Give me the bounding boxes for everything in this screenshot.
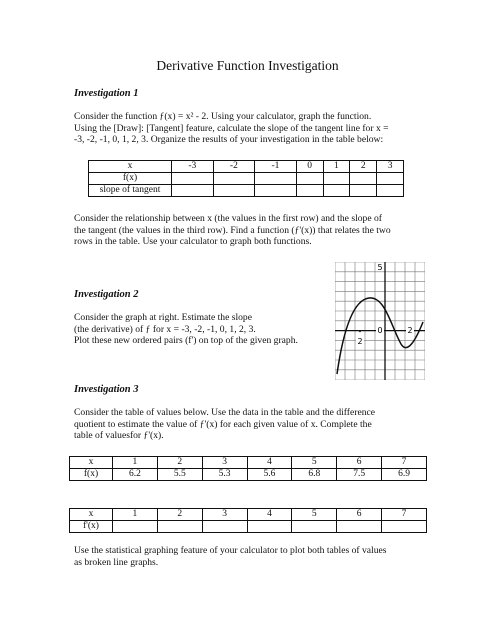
- blank-cell[interactable]: [377, 185, 404, 197]
- blank-cell[interactable]: [296, 173, 323, 185]
- blank-cell[interactable]: [350, 173, 377, 185]
- blank-cell[interactable]: [202, 521, 247, 533]
- table-row: [70, 469, 427, 481]
- blank-cell[interactable]: [213, 173, 255, 185]
- table-cell: -1: [255, 161, 297, 173]
- table-cell: -2: [213, 161, 255, 173]
- table-cell: 0: [296, 161, 323, 173]
- table-row: [89, 173, 404, 185]
- row-label-x: x: [70, 457, 113, 469]
- blank-cell[interactable]: [213, 185, 255, 197]
- table-cell: 7.5: [337, 469, 382, 481]
- table-row: [89, 185, 404, 197]
- row-label-x: x: [70, 509, 113, 521]
- table-cell: 7: [382, 457, 427, 469]
- row-label-fx: f(x): [89, 173, 172, 185]
- text-line: Consider the graph at right. Estimate the slope: [74, 312, 252, 323]
- tangent-slope-table: [88, 160, 404, 197]
- function-graph: [335, 262, 425, 380]
- graph-label-minus: -: [358, 327, 362, 336]
- text-line: rows in the table. Use your calculator to graph both functions.: [74, 236, 312, 248]
- table-cell: 6: [337, 457, 382, 469]
- text-line: as broken line graphs.: [74, 556, 159, 568]
- graph-label-2-right: 2: [407, 326, 413, 335]
- row-label-x: x: [89, 161, 172, 173]
- blank-cell[interactable]: [323, 173, 350, 185]
- blank-cell[interactable]: [292, 521, 337, 533]
- table-cell: -3: [172, 161, 214, 173]
- page-title: Derivative Function Investigation: [156, 58, 339, 73]
- blank-cell[interactable]: [113, 521, 158, 533]
- investigation-3-paragraph: [74, 407, 434, 442]
- investigation-2-heading: Investigation 2: [74, 289, 139, 300]
- table-cell: 1: [323, 161, 350, 173]
- text-line: Consider the relationship between x (the values in the first row) and the slope of: [74, 213, 382, 224]
- row-label-fprime: f'(x): [70, 521, 113, 533]
- text-line: Consider the function ƒ(x) = x² - 2. Using your calculator, graph the function.: [74, 111, 372, 122]
- investigation-1-paragraph: [74, 111, 434, 146]
- text-line: (the derivative) of ƒ for x = -3, -2, -1, 0, 1, 2, 3.: [74, 323, 256, 335]
- table-cell: 3: [202, 509, 247, 521]
- table-cell: 1: [113, 457, 158, 469]
- table-cell: 1: [113, 509, 158, 521]
- table-cell: 5.5: [157, 469, 202, 481]
- text-line: -3, -2, -1, 0, 1, 2, 3. Organize the results of your investigation in the table below:: [74, 134, 384, 146]
- closing-paragraph: [74, 545, 434, 568]
- text-line: Consider the table of values below. Use the data in the table and the difference: [74, 407, 376, 418]
- text-line: Use the statistical graphing feature of your calculator to plot both tables of values: [74, 545, 387, 556]
- investigation-2-paragraph: [74, 312, 334, 347]
- graph-label-zero: 0: [377, 326, 383, 335]
- table-cell: 4: [247, 509, 292, 521]
- table-cell: 5.6: [247, 469, 292, 481]
- table-cell: 6.8: [292, 469, 337, 481]
- table-cell: 3: [377, 161, 404, 173]
- table-cell: 2: [157, 509, 202, 521]
- table-row: [70, 521, 427, 533]
- text-line: Plot these new ordered pairs (f') on top of the given graph.: [74, 335, 298, 347]
- blank-cell[interactable]: [350, 185, 377, 197]
- table-row: [89, 161, 404, 173]
- graph-label-2-bottom: 2: [357, 337, 363, 346]
- investigation-3-heading: Investigation 3: [74, 384, 139, 395]
- graph-label-5: 5: [377, 263, 383, 272]
- table-cell: 7: [382, 509, 427, 521]
- function-curve: [337, 298, 423, 374]
- investigation-1-heading: Investigation 1: [74, 88, 139, 99]
- table-cell: 3: [202, 457, 247, 469]
- table-cell: 6.9: [382, 469, 427, 481]
- table-cell: 4: [247, 457, 292, 469]
- fx-values-table: [69, 456, 427, 481]
- blank-cell[interactable]: [323, 185, 350, 197]
- table-cell: 5: [292, 457, 337, 469]
- table-row: [70, 457, 427, 469]
- table-cell: 2: [350, 161, 377, 173]
- relationship-paragraph: [74, 213, 434, 248]
- blank-cell[interactable]: [382, 521, 427, 533]
- blank-cell[interactable]: [172, 173, 214, 185]
- table-cell: 5.3: [202, 469, 247, 481]
- table-cell: 5: [292, 509, 337, 521]
- blank-cell[interactable]: [247, 521, 292, 533]
- text-line: the tangent (the values in the third row). Find a function (ƒ'(x)) that relates the two: [74, 224, 391, 236]
- table-cell: 6.2: [113, 469, 158, 481]
- blank-cell[interactable]: [172, 185, 214, 197]
- table-cell: 6: [337, 509, 382, 521]
- blank-cell[interactable]: [337, 521, 382, 533]
- table-row: [70, 509, 427, 521]
- derivative-values-table: [69, 508, 427, 533]
- text-line: table of valuesfor ƒ'(x).: [74, 430, 164, 442]
- row-label-slope: slope of tangent: [89, 185, 172, 197]
- blank-cell[interactable]: [377, 173, 404, 185]
- blank-cell[interactable]: [255, 185, 297, 197]
- text-line: Using the [Draw]: [Tangent] feature, calculate the slope of the tangent line for x =: [74, 122, 389, 134]
- blank-cell[interactable]: [296, 185, 323, 197]
- blank-cell[interactable]: [157, 521, 202, 533]
- blank-cell[interactable]: [255, 173, 297, 185]
- row-label-fx: f(x): [70, 469, 113, 481]
- table-cell: 2: [157, 457, 202, 469]
- text-line: quotient to estimate the value of ƒ'(x) for each given value of x. Complete the: [74, 418, 372, 430]
